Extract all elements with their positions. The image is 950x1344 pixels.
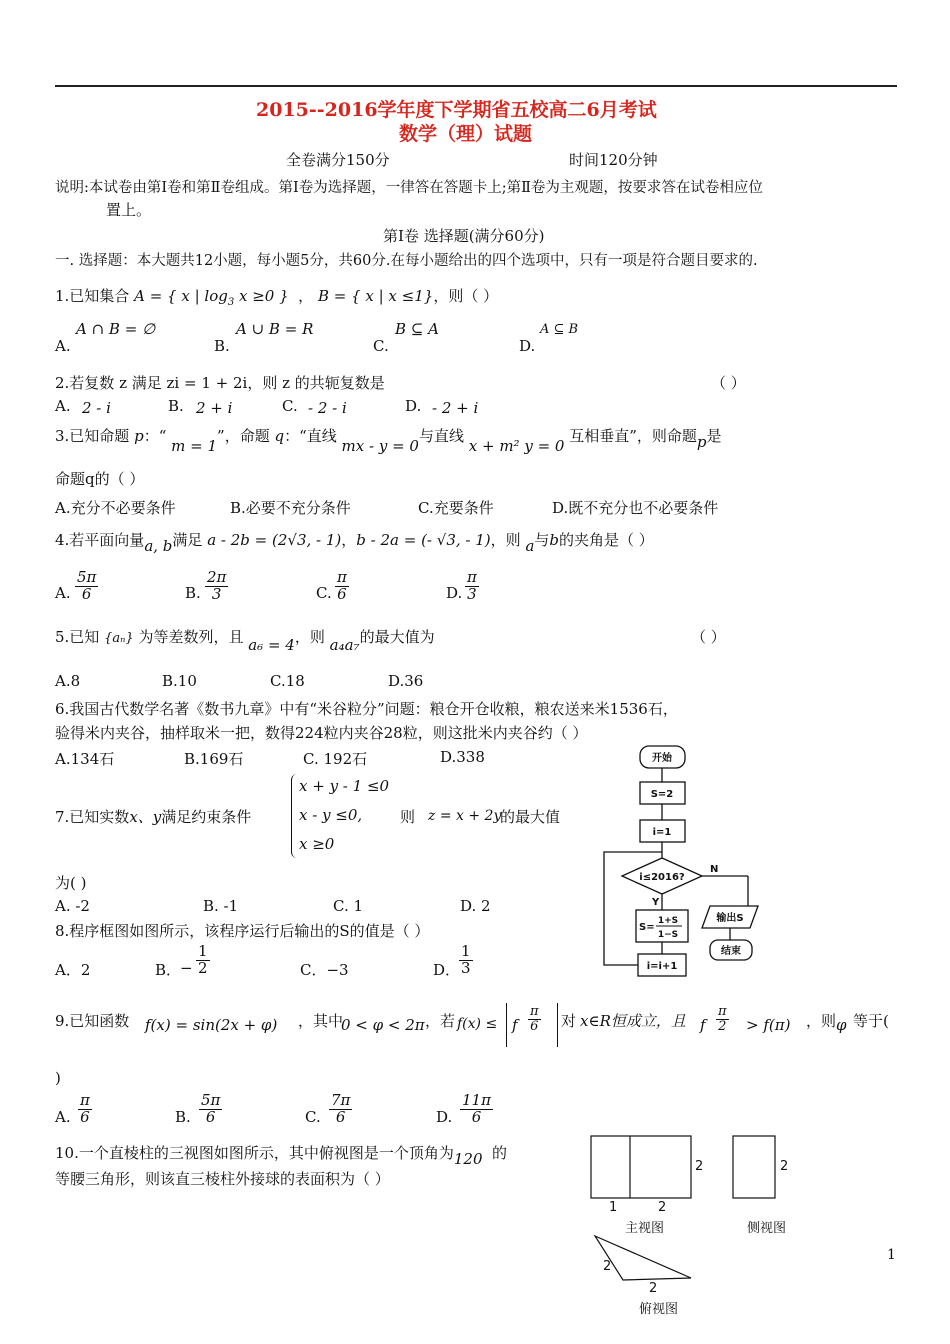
- flowchart: [598, 742, 778, 992]
- side-view-label: 侧视图: [747, 1221, 787, 1236]
- q9-opt-d-label: D.: [436, 1108, 453, 1126]
- q7-opt-d: D. 2: [460, 897, 491, 915]
- q3-opt-b: B.必要不充分条件: [230, 499, 351, 517]
- q10-line2: 等腰三角形，则该直三棱柱外接球的表面积为（ ）: [55, 1170, 390, 1188]
- exam-title: 2015--2016学年度下学期省五校高二6月考试: [256, 99, 657, 121]
- q4-stem: 4.若平面向量a, b满足 a - 2b = (2√3, - 1)，b - 2a = (- √3, - 1)，则 a与b的夹角是（ ）: [55, 531, 654, 555]
- q8-opt-b-sign: −: [180, 959, 193, 977]
- q7-ze: 则: [400, 808, 416, 826]
- q8-opt-d: $\frac{1}{3}$: [461, 942, 471, 977]
- q9-line2: ): [55, 1069, 61, 1087]
- q4-opt-c-label: C.: [316, 584, 332, 602]
- flow-update-num: 1+S: [657, 916, 679, 926]
- flow-incr-text: i=i+1: [646, 961, 678, 972]
- part-title: 第Ⅰ卷 选择题(满分60分): [383, 227, 545, 245]
- q9-f2-frac: $\frac{\pi}{2}$: [718, 1004, 727, 1034]
- q2-opt-d: - 2 + i: [432, 399, 479, 417]
- q9-stem-b: ，其中: [298, 1012, 344, 1030]
- q3-opt-a: A.充分不必要条件: [55, 499, 176, 517]
- q9-opt-b-label: B.: [175, 1108, 191, 1126]
- three-views: [585, 1130, 815, 1320]
- q1-stem: 1.已知集合 A = { x | $\log_3 x \ge 0$ } ， B = { x | x ≤1}，则（ ）: [55, 287, 499, 308]
- front-width1-label: 1: [609, 1200, 618, 1215]
- exam-time: 时间120分钟: [569, 151, 658, 169]
- q7-cond2: x - y ≤0,: [299, 806, 363, 824]
- q6-line2: 验得米内夹谷，抽样取米一把，数得224粒内夹谷28粒，则这批米内夹谷约（ ）: [55, 724, 588, 742]
- q8-opt-b-label: B．: [155, 961, 182, 979]
- q9-opt-a-label: A.: [55, 1108, 71, 1126]
- q4-opt-b: $\frac{2\pi}{3}$: [207, 568, 227, 603]
- flow-update-den: 1−S: [657, 930, 679, 940]
- side-height-label: 2: [780, 1159, 789, 1174]
- q4-opt-a: $\frac{5\pi}{6}$: [77, 568, 97, 603]
- q9-stem-e: ，则: [806, 1012, 837, 1030]
- q8-opt-c: C．−3: [300, 961, 349, 979]
- q2-stem: 2.若复数 z 满足 zi = 1 + 2i，则 z 的共轭复数是: [55, 374, 385, 392]
- q8-opt-a: A．2: [55, 961, 91, 979]
- exam-subtitle: 数学（理）试题: [399, 123, 533, 145]
- note-line1: 说明:本试卷由第Ⅰ卷和第Ⅱ卷组成。第Ⅰ卷为选择题，一律答在答题卡上;第Ⅱ卷为主观题，按要求答在试卷相应位: [55, 180, 763, 196]
- q9-function: f(x) = sin(2x + φ): [145, 1016, 278, 1034]
- q3-opt-c: C.充要条件: [418, 499, 494, 517]
- q7-cond3: x ≥0: [299, 835, 335, 853]
- q6-opt-d: D.338: [440, 748, 485, 766]
- q9-phi: φ: [836, 1016, 847, 1034]
- q2-opt-d-label: D.: [405, 397, 422, 415]
- q9-ineq-f: f: [512, 1016, 518, 1034]
- q8-opt-d-label: D．: [433, 961, 461, 979]
- page-number: 1: [887, 1247, 896, 1263]
- q9-ineq-frac: $\frac{\pi}{6}$: [530, 1004, 539, 1034]
- q5-opt-b: B.10: [162, 672, 197, 690]
- q2-opt-b: 2 + i: [196, 399, 233, 417]
- q1-opt-c: B ⊆ A: [395, 320, 439, 338]
- flow-loop-back: [604, 852, 662, 965]
- q9-ineq-left: f(x) ≤: [457, 1016, 498, 1032]
- q4-opt-c: $\frac{\pi}{6}$: [337, 568, 347, 603]
- q6-line1: 6.我国古代数学名著《数书九章》中有“米谷粒分”问题：粮仓开仓收粮，粮农送来米1536石，: [55, 700, 678, 718]
- flow-s-init-text: S=2: [650, 789, 674, 800]
- top-bottom-label: 2: [649, 1281, 658, 1296]
- q9-f2: f: [700, 1016, 706, 1034]
- q5-stem: 5.已知 {aₙ} 为等差数列，且 a₆ = 4，则 a₄a₇的最大值为: [55, 628, 435, 654]
- q2-opt-b-label: B.: [168, 397, 184, 415]
- flow-cond-text: i≤2016?: [639, 872, 685, 883]
- q8-stem: 8.程序框图如图所示，该程序运行后输出的S的值是（ ）: [55, 922, 430, 940]
- q3-line2: 命题q的（ ）: [55, 470, 145, 488]
- top-view-label: 俯视图: [639, 1302, 679, 1317]
- q7-opt-b: B. -1: [203, 897, 239, 915]
- q5-opt-c: C.18: [270, 672, 305, 690]
- q5-paren: （ ）: [691, 628, 726, 646]
- instructions: 一. 选择题：本大题共12小题，每小题5分，共60分.在每小题给出的四个选项中，只有一项是符合题目要求的.: [55, 253, 758, 269]
- q4-opt-b-label: B.: [185, 584, 201, 602]
- q4-opt-d: $\frac{\pi}{3}$: [467, 568, 477, 603]
- q9-opt-c: $\frac{7\pi}{6}$: [331, 1091, 351, 1126]
- q9-cond: 0 < φ < 2π: [341, 1016, 425, 1034]
- q4-opt-d-label: D.: [446, 584, 463, 602]
- q9-opt-d: $\frac{11\pi}{6}$: [462, 1091, 491, 1126]
- q9-stem-d: 对: [561, 1012, 577, 1030]
- q1-opt-c-label: C.: [373, 337, 389, 355]
- q6-opt-c: C. 192石: [303, 750, 368, 768]
- q7-line2: 为( ): [55, 874, 87, 892]
- flow-i-init-text: i=1: [652, 827, 672, 838]
- front-height-label: 2: [695, 1159, 704, 1174]
- q6-opt-b: B.169石: [184, 750, 244, 768]
- q2-opt-c: - 2 - i: [308, 399, 347, 417]
- q1-opt-b: A ∪ B = R: [236, 320, 314, 338]
- full-score: 全卷满分150分: [286, 151, 390, 169]
- q8-opt-b: $\frac{1}{2}$: [198, 942, 208, 977]
- q9-stem-a: 9.已知函数: [55, 1012, 130, 1030]
- side-view: [733, 1136, 775, 1198]
- q5-opt-d: D.36: [388, 672, 424, 690]
- q2-opt-a-label: A.: [55, 397, 71, 415]
- q3-opt-d: D.既不充分也不必要条件: [552, 499, 719, 517]
- q7-opt-a: A. -2: [55, 897, 90, 915]
- q7-opt-c: C. 1: [333, 897, 364, 915]
- q9-opt-b: $\frac{5\pi}{6}$: [201, 1091, 221, 1126]
- header-rule: [55, 85, 897, 87]
- q10-line1: 10.一个直棱柱的三视图如图所示，其中俯视图是一个顶角为120 的: [55, 1144, 508, 1168]
- flow-no-label: N: [710, 864, 719, 875]
- front-width2-label: 2: [658, 1200, 667, 1215]
- flow-end-text: 结束: [721, 946, 741, 957]
- q2-paren: （ ）: [711, 374, 746, 392]
- q4-opt-a-label: A.: [55, 584, 71, 602]
- q9-stem-c: ，若: [425, 1012, 456, 1030]
- q9-gt: > f(π): [746, 1016, 791, 1034]
- front-view: [591, 1136, 691, 1198]
- flow-yes-label: Y: [652, 897, 660, 908]
- q2-opt-a: 2 - i: [82, 399, 111, 417]
- flow-output-text: 输出S: [716, 913, 744, 924]
- q3-stem: 3.已知命题 p：“ m = 1”，命题 q：“直线 mx - y = 0与直线 x + m² y = 0 互相垂直”，则命题p是: [55, 427, 722, 455]
- q1-opt-b-label: B.: [214, 337, 230, 355]
- q7-cond1: x + y - 1 ≤0: [299, 777, 390, 795]
- q1-opt-d: A ⊆ B: [540, 322, 579, 337]
- q1-opt-a-label: A.: [55, 337, 71, 355]
- q7-brace: [291, 774, 298, 858]
- note-line2: 置上。: [106, 201, 152, 219]
- q9-stem-d2: x∈R恒成立，且: [580, 1012, 686, 1030]
- q2-opt-c-label: C.: [282, 397, 298, 415]
- q6-opt-a: A.134石: [55, 750, 115, 768]
- q9-opt-a: $\frac{\pi}{6}$: [80, 1091, 90, 1126]
- flow-update-lhs: S=: [639, 922, 655, 933]
- top-left-label: 2: [603, 1259, 612, 1274]
- flow-start-text: 开始: [652, 753, 672, 764]
- q1-opt-a: A ∩ B = ∅: [76, 320, 156, 338]
- front-view-label: 主视图: [625, 1221, 665, 1236]
- q9-stem-f: 等于(: [853, 1012, 889, 1030]
- q5-opt-a: A.8: [55, 672, 81, 690]
- q7-tail: 的最大值: [500, 808, 561, 826]
- q7-stem: 7.已知实数x、y满足约束条件: [55, 808, 252, 826]
- q7-objective: z = x + 2y: [428, 808, 502, 824]
- q9-opt-c-label: C.: [305, 1108, 321, 1126]
- q1-opt-d-label: D.: [519, 337, 536, 355]
